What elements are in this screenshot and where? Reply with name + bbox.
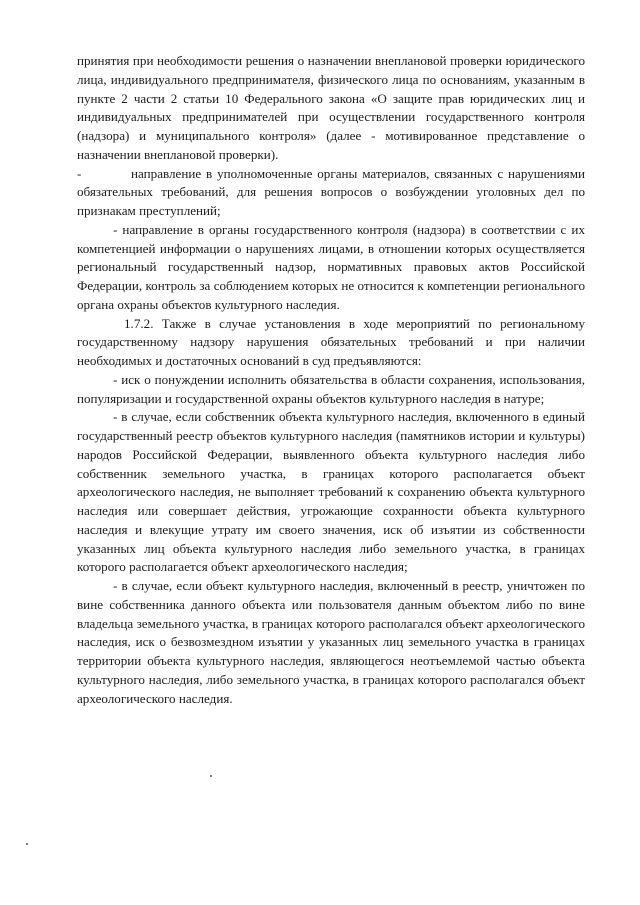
bullet-marker: - <box>77 165 82 181</box>
paragraph-dash-claim-destroyed: - в случае, если объект культурного наследия, включенный в реестр, уничтожен по вине собственника данного объекта или пользователя данным объектом либо по вине владельца земельного участка, в границах которого располагался объект археологического наследия, иск о безвозмездном изъятии у указанных лиц земельного участка в границах территории объекта культурного наследия, являющегося неотъемлемой частью объекта культурного наследия, либо земельного участка, в границах которого располагался объект археологического наследия. <box>77 578 585 706</box>
paragraph-bullet-materials <box>77 165 585 221</box>
scan-speck <box>26 843 28 845</box>
document-page <box>77 52 585 708</box>
paragraph-dash-claim-obligations: - иск о понуждении исполнить обязательства в области сохранения, использования, популяризации и государственной охраны объектов культурного наследия в натуре; <box>77 371 585 406</box>
paragraph-dash-claim-seizure: - в случае, если собственник объекта культурного наследия, включенного в единый государственный реестр объектов культурного наследия (памятников истории и культуры) народов Российской Федерации, выявленного объекта культурного наследия либо собственник земельного участка, в границах которого располагается объект археологического наследия, не выполняет требований к сохранению объекта культурного наследия или совершает действия, угрожающие сохранности объекта культурного наследия и влекущие утрату им своего значения, иск об изъятии из собственности указанных лиц объекта культурного наследия либо земельного участка, в границах которого располагается объект археологического наследия; <box>77 409 585 575</box>
scan-speck <box>210 775 212 777</box>
paragraph-bullet-materials-text: направление в уполномоченные органы материалов, связанных с нарушениями обязательных требований, для решения вопросов о возбуждении уголовных дел по признакам преступлений; <box>77 165 585 218</box>
paragraph-dash-control-bodies: - направление в органы государственного контроля (надзора) в соответствии с их компетенцией информации о нарушениях лицами, в отношении которых осуществляется региональный государственный надзор, нормативных правовых актов Российской Федерации, контроль за соблюдением которых не относится к компетенции регионального органа охраны объектов культурного наследия. <box>77 221 585 312</box>
paragraph-inspection-grounds: принятия при необходимости решения о назначении внеплановой проверки юридического лица, индивидуального предпринимателя, физического лица по основаниям, указанным в пункте 2 части 2 статьи 10 Федерального закона «О защите прав юридических лиц и индивидуальных предпринимателей при осуществлении государственного контроля (надзора) и муниципального контроля» (далее - мотивированное представление о назначении внеплановой проверки). <box>77 53 585 162</box>
paragraph-clause-1-7-2: 1.7.2. Также в случае установления в ходе мероприятий по региональному государственному надзору нарушения обязательных требований и при наличии необходимых и достаточных оснований в суд предъявляются: <box>77 315 585 368</box>
